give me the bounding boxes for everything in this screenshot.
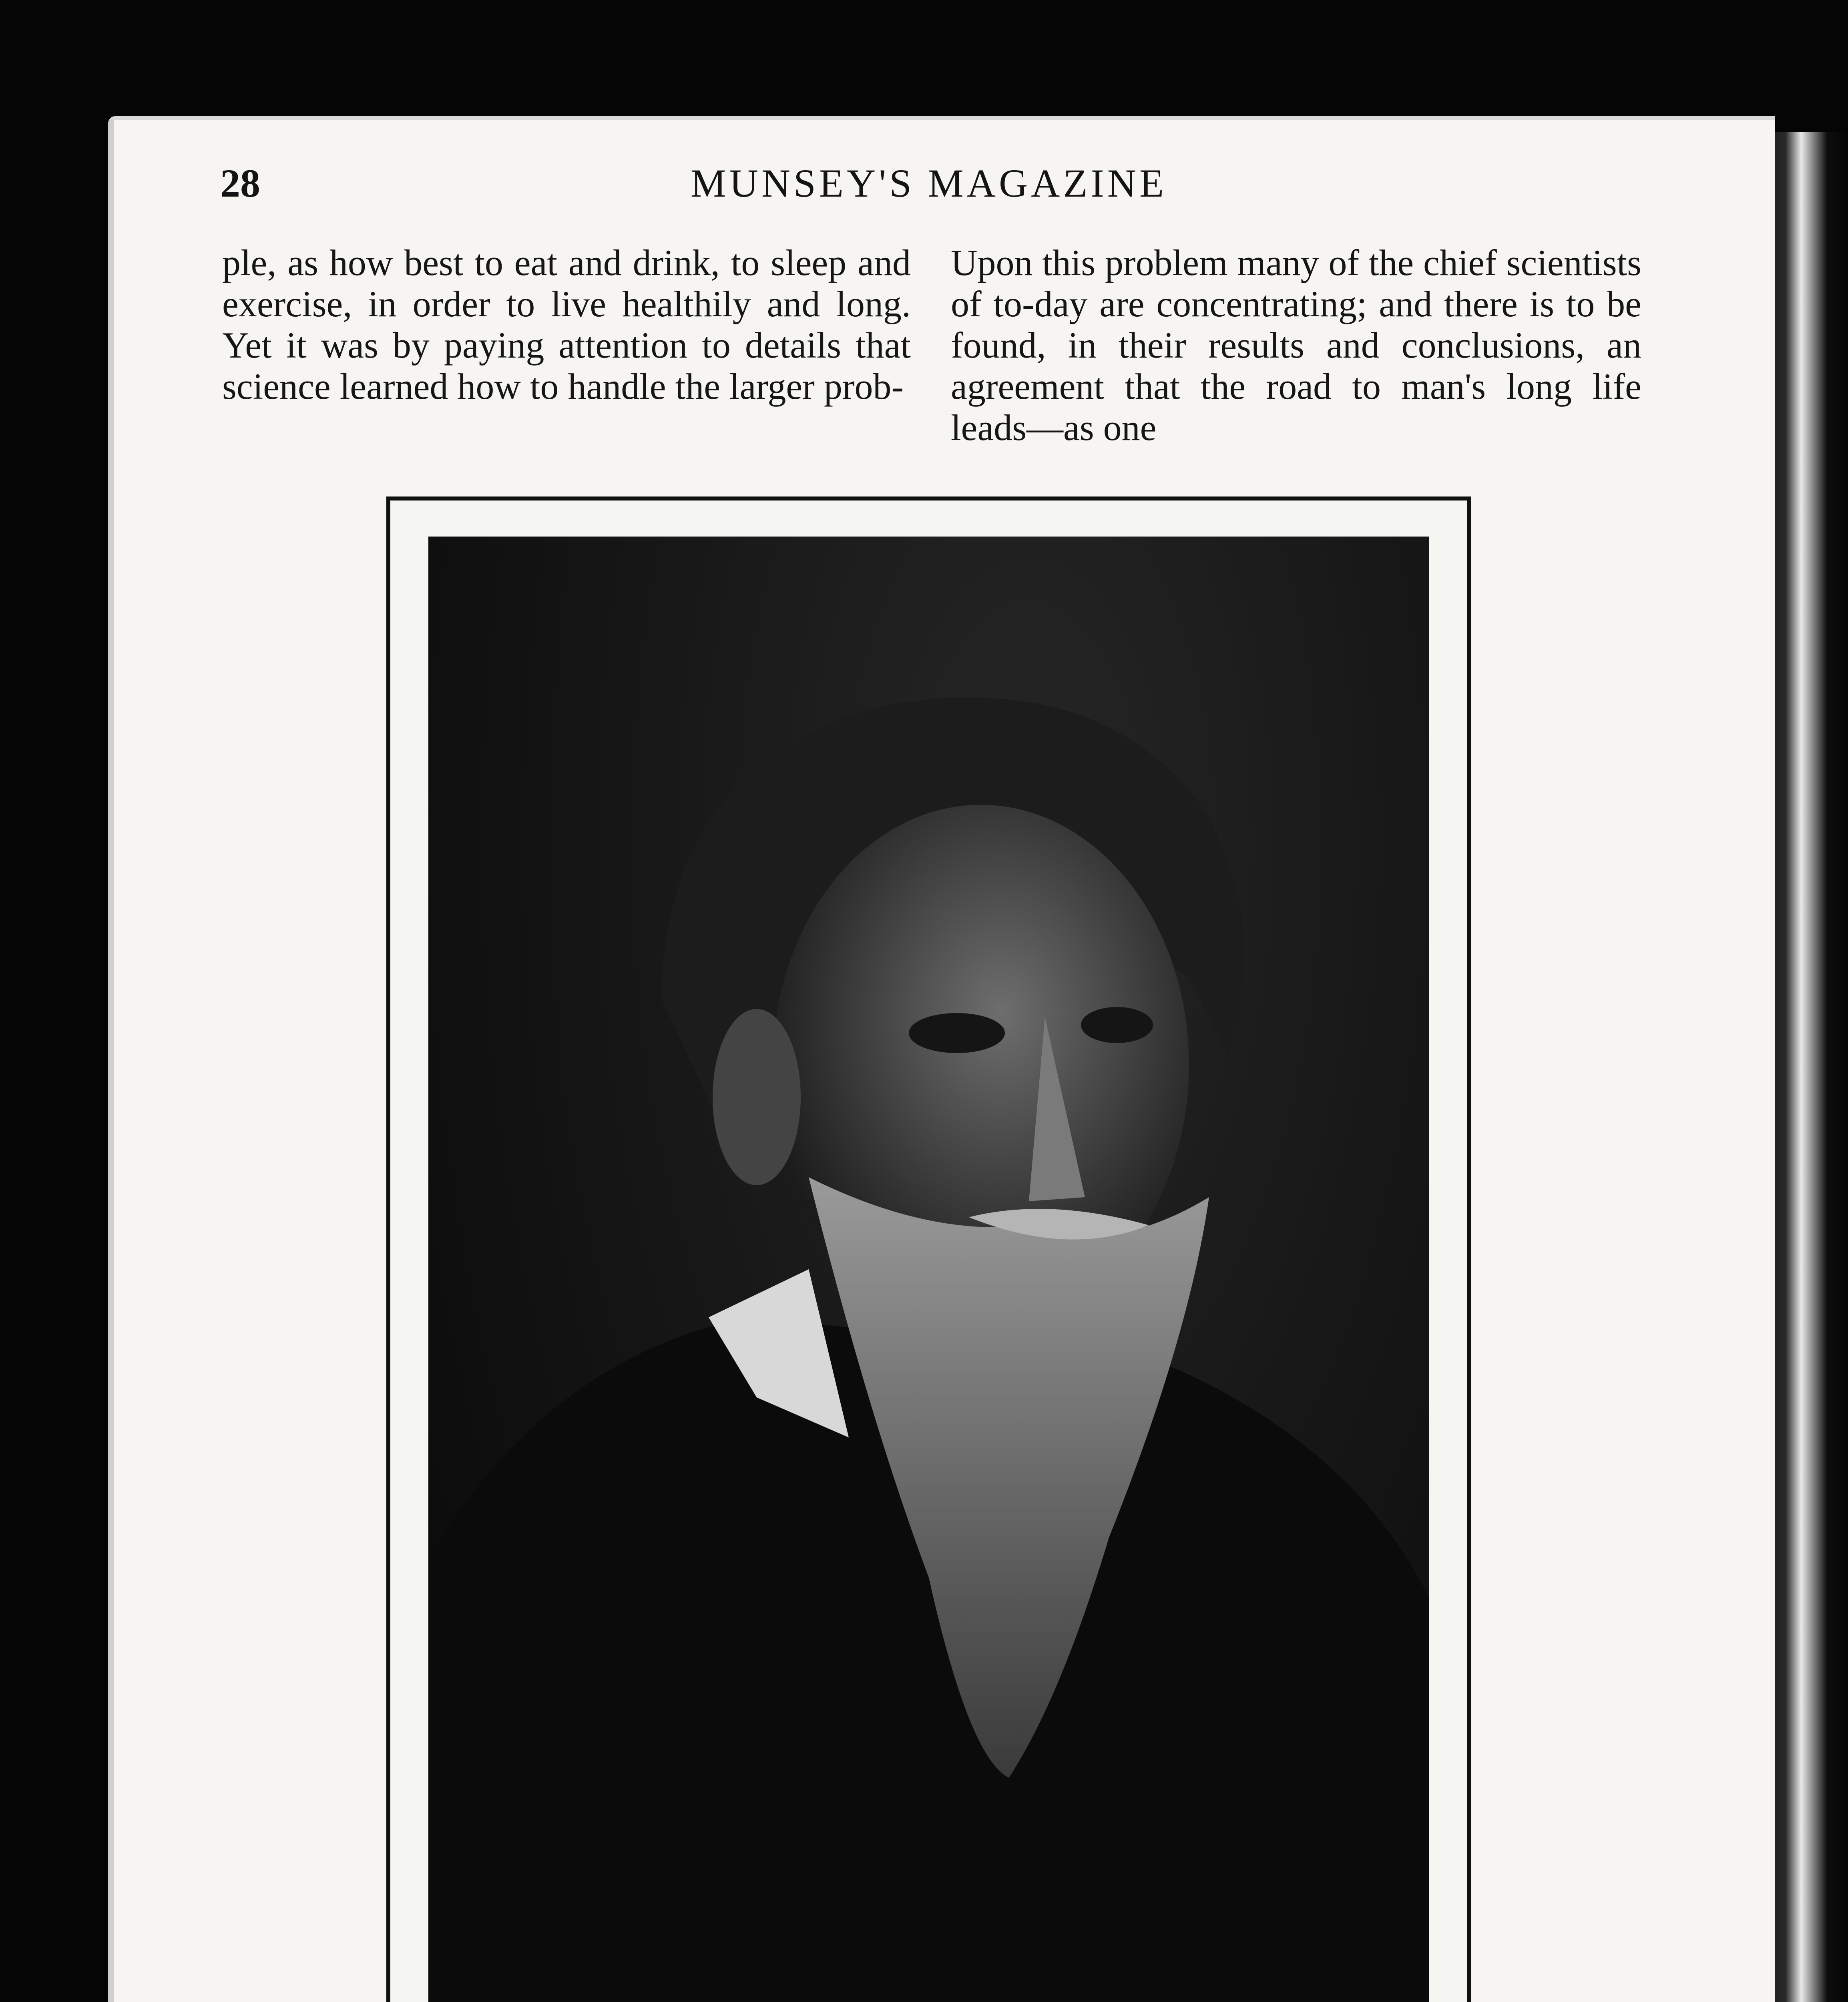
running-title: MUNSEY'S MAGAZINE [690, 161, 1167, 205]
portrait-photo [428, 537, 1429, 2002]
page-number: 28 [220, 161, 260, 205]
text-column-top-left [222, 242, 911, 407]
portrait-photo-icon [428, 537, 1429, 2002]
paragraph: ple, as how best to eat and drink, to sleep and exercise, in order to live healthily and long. Yet it was by paying attention to details that science learned how to handle the larger prob- [222, 242, 911, 407]
text-column-top-right [951, 242, 1641, 448]
page-header [208, 160, 1649, 216]
photo-frame [386, 496, 1471, 2002]
paragraph: Upon this problem many of the chief scientists of to-day are concentrating; and there is to be found, in their results and conclusions, an agreement that the road to man's long life leads—as one [951, 242, 1641, 448]
